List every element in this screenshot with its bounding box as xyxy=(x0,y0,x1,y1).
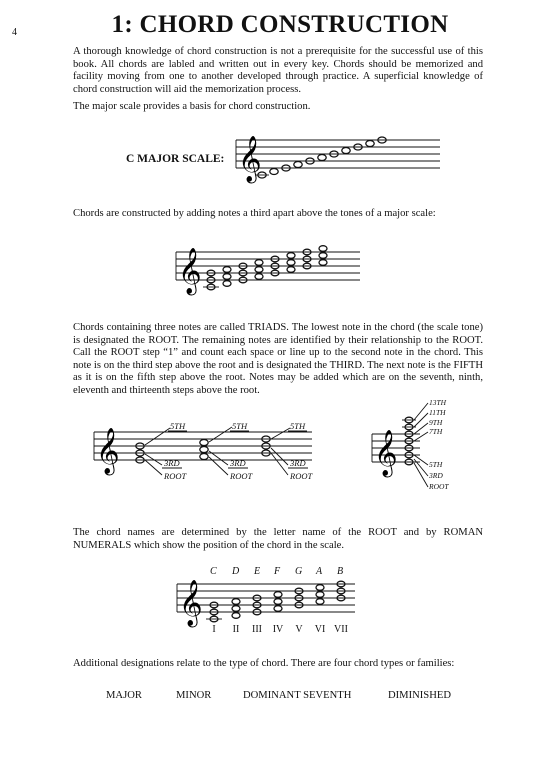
chord-type-dominant-seventh: DOMINANT SEVENTH xyxy=(243,690,352,701)
third-label: 3RD xyxy=(164,458,180,468)
page-title: 1: CHORD CONSTRUCTION xyxy=(111,11,449,38)
roman-numeral: IV xyxy=(272,624,284,634)
roman-numeral: VII xyxy=(334,624,348,634)
chord-type-major: MAJOR xyxy=(106,690,142,701)
fifth-label: 5TH xyxy=(170,421,186,431)
roman-numeral: I xyxy=(212,624,216,634)
treble-clef-icon: 𝄞 xyxy=(178,248,202,293)
page-number: 4 xyxy=(12,27,17,38)
treble-clef-icon: 𝄞 xyxy=(238,136,262,181)
note-letter: B xyxy=(337,566,344,577)
note-letter: C xyxy=(210,566,217,577)
ninth-label: 9TH xyxy=(429,418,443,427)
extended-chord-staff xyxy=(370,396,480,500)
chord-names-staff xyxy=(175,562,365,634)
c-major-scale-staff xyxy=(234,128,444,184)
roman-numeral: VI xyxy=(314,624,326,634)
fifth-label: 5TH xyxy=(429,460,443,469)
chord-names-paragraph: The chord names are determined by the letter name of the ROOT and by ROMAN NUMERALS which show the position of the chord in the scale. xyxy=(73,527,483,551)
note-letter-row xyxy=(210,566,343,577)
note-letter: A xyxy=(316,566,323,577)
scale-notes xyxy=(255,137,386,178)
intro-paragraph: A thorough knowledge of chord construction is not a prerequisite for the successful use of this book. All chords are labled and written out in every key. Chords should be memorized and facility moving from one to another developed through practice. A superficial knowledge of chord construction will aid the memorization process. xyxy=(73,46,483,95)
root-label: ROOT xyxy=(230,471,253,481)
chord-type-diminished: DIMINISHED xyxy=(388,690,451,701)
c-major-scale-label: C MAJOR SCALE: xyxy=(126,153,225,165)
treble-clef-icon: 𝄞 xyxy=(179,580,203,625)
thirteenth-label: 13TH xyxy=(429,398,447,407)
roman-numeral-row xyxy=(212,624,348,634)
thirds-paragraph: Chords are constructed by adding notes a third apart above the tones of a major scale: xyxy=(73,208,436,219)
triad-notes xyxy=(136,436,270,463)
treble-clef-icon: 𝄞 xyxy=(96,428,120,473)
fifth-label: 5TH xyxy=(290,421,306,431)
fifth-label: 5TH xyxy=(232,421,248,431)
root-label: ROOT xyxy=(429,482,449,491)
treble-clef-icon: 𝄞 xyxy=(374,430,398,475)
chord-type-minor: MINOR xyxy=(176,690,212,701)
roman-numeral: V xyxy=(295,624,303,634)
scale-chord-notes xyxy=(206,581,345,622)
major-scale-paragraph: The major scale provides a basis for chord construction. xyxy=(73,101,311,112)
note-letter: E xyxy=(254,566,261,577)
note-letter: G xyxy=(295,566,303,577)
roman-numeral: III xyxy=(252,624,262,634)
root-label: ROOT xyxy=(290,471,313,481)
seventh-label: 7TH xyxy=(429,427,443,436)
triad-labels-staff xyxy=(92,414,327,494)
designations-paragraph: Additional designations relate to the type of chord. There are four chord types or families: xyxy=(73,658,455,669)
third-label: 3RD xyxy=(230,458,246,468)
eleventh-label: 11TH xyxy=(429,408,446,417)
triads-paragraph: Chords containing three notes are called TRIADS. The lowest note in the chord (the scale tone) is designated the ROOT. The remaining notes are identified by their relationship to the ROOT. Call the ROOT step “1” and count each space or line up to the second note in the chord. This note is on the third step above the root and is designated the THIRD. The next note is the FIFTH as it is on the fifth step above the root. Notes may be added which are on the seventh, ninth, eleventh and thirteenth steps above the root. xyxy=(73,322,483,396)
root-label: ROOT xyxy=(164,471,187,481)
stacked-thirds-staff xyxy=(174,238,364,298)
roman-numeral: II xyxy=(232,624,240,634)
third-label: 3RD xyxy=(429,471,443,480)
third-label: 3RD xyxy=(290,458,306,468)
note-letter: D xyxy=(232,566,240,577)
note-letter: F xyxy=(274,566,281,577)
chord-types-row xyxy=(0,690,560,704)
